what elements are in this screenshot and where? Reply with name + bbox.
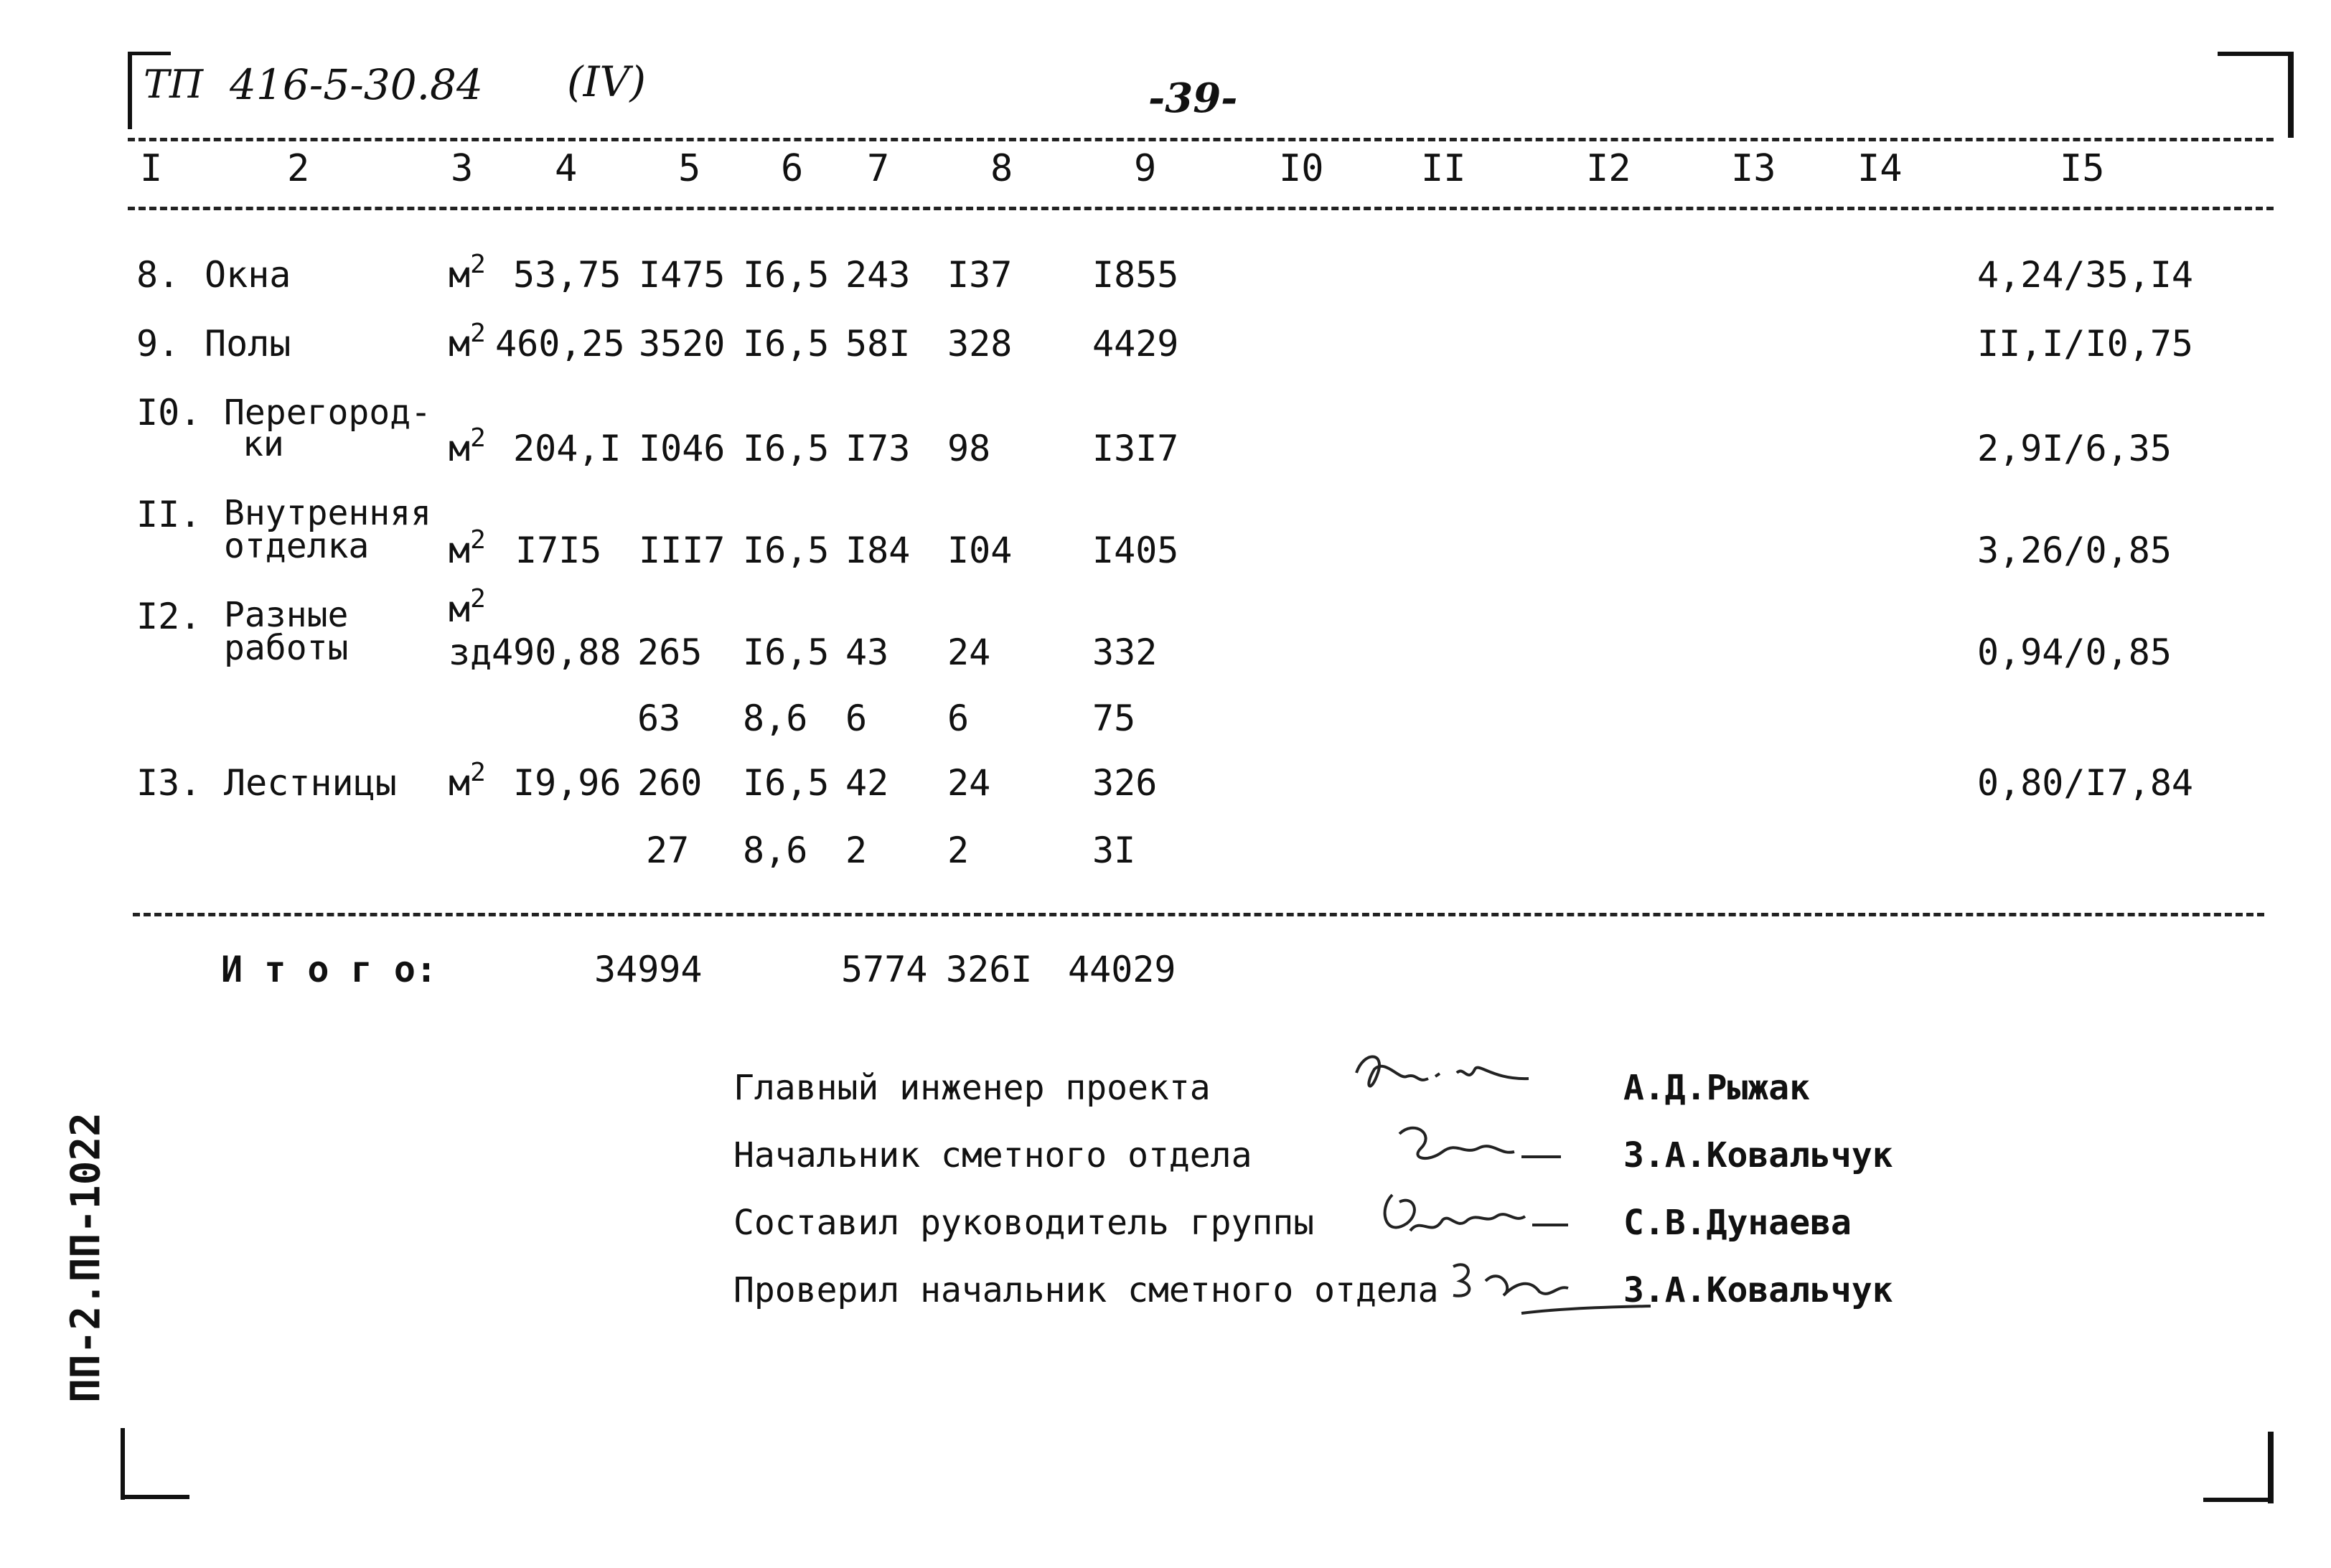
col-header-12: I2 [1586,147,1631,190]
signature-role-estimate-head: Начальник сметного отдела [733,1135,1252,1175]
row-col9: 332 [1092,632,1158,673]
col-header-5: 5 [678,147,701,190]
col-header-7: 7 [867,147,890,190]
row-col6: 8,6 [743,830,808,871]
row-quantity: I7I5 [515,530,602,571]
row-col9: 4429 [1092,323,1179,365]
row-col9: 75 [1092,698,1136,739]
totals-col7: 5774 [841,949,928,990]
page-number: -39- [1148,75,1238,122]
row-col5: 63 [637,698,681,739]
col-header-15: I5 [2060,147,2105,190]
col-header-14: I4 [1857,147,1903,190]
row-unit: $м^2$ [449,319,486,365]
row-col7: I73 [845,428,911,469]
row-col8: 6 [947,698,970,739]
totals-col9: 44029 [1068,949,1176,990]
frame-corner-bottom-right-horizontal [2203,1498,2274,1502]
col-header-11: II [1421,147,1466,190]
frame-corner-top-right-horizontal [2218,52,2294,56]
handwritten-signature-4 [1443,1249,1658,1320]
row-col8: 24 [947,632,991,673]
col-header-1: I [140,147,163,190]
row-col8: 98 [947,428,991,469]
row-col8: I37 [947,254,1013,296]
signature-role-group-leader: Составил руководитель группы [733,1203,1315,1243]
row-name-line2: работы [224,628,349,668]
row-col9: I855 [1092,254,1179,296]
row-col5: I475 [639,254,726,296]
row-unit: $м^2$ [449,525,486,571]
signature-name-checker: З.А.Ковальчук [1623,1270,1893,1310]
handwritten-signature-3 [1371,1180,1579,1259]
row-name: Полы [205,323,291,365]
totals-col8: 326I [946,949,1033,990]
signature-name-estimate-head: З.А.Ковальчук [1623,1135,1893,1175]
col-header-8: 8 [990,147,1013,190]
col-header-9: 9 [1134,147,1157,190]
row-quantity: 204,I [513,428,622,469]
row-col5: 265 [637,632,703,673]
row-col9: 326 [1092,762,1158,804]
row-col5: 260 [637,762,703,804]
row-col9: I405 [1092,530,1179,571]
row-number: 8. [136,254,180,296]
row-col6: I6,5 [743,254,830,296]
row-name-line2: ки [243,424,284,464]
document-code: ТП [144,62,204,107]
row-col7: 6 [845,698,868,739]
header-bottom-rule [128,207,2274,210]
frame-corner-bottom-left-vertical [121,1428,125,1500]
row-col5: III7 [639,530,726,571]
row-unit: $м^2$ [449,250,486,296]
row-col6: I6,5 [743,323,830,365]
row-unit: $м^2$ [449,758,486,804]
row-name-line2: отделка [224,526,370,566]
document-number: 416-5-30.84 [230,60,483,109]
row-number: I0. [136,392,202,433]
row-col7: I84 [845,530,911,571]
row-col7: 243 [845,254,911,296]
row-number: I3. [136,762,202,804]
row-name-line1: Разные [224,595,349,635]
row-name-line1: Внутренняя [224,493,431,533]
col-header-3: 3 [451,147,474,190]
row-name-line1: Перегород- [224,393,431,433]
col-header-10: I0 [1279,147,1324,190]
row-col6: I6,5 [743,428,830,469]
row-number: I2. [136,596,202,637]
frame-corner-bottom-left-horizontal [121,1495,189,1499]
handwritten-signature-1 [1349,1044,1536,1109]
row-col9: 3I [1092,830,1136,871]
row-col8: 24 [947,762,991,804]
row-col15: II,I/I0,75 [1977,323,2194,365]
row-col5: I046 [639,428,726,469]
row-quantity: 53,75 [513,254,622,296]
row-col5: 27 [646,830,690,871]
totals-col5: 34994 [594,949,703,990]
row-col8: 2 [947,830,970,871]
row-col6: I6,5 [743,632,830,673]
row-col15: 2,9I/6,35 [1977,428,2172,469]
row-unit-secondary: зд [449,632,492,673]
row-unit: $м^2$ [449,584,486,630]
signature-name-chief-engineer: А.Д.Рыжак [1623,1068,1811,1108]
row-quantity: 490,88 [492,632,622,673]
totals-label: И т о г о: [221,949,438,990]
row-col15: 0,94/0,85 [1977,632,2172,673]
row-col6: I6,5 [743,530,830,571]
frame-corner-bottom-right-vertical [2268,1432,2274,1503]
signature-name-group-leader: С.В.Дунаева [1623,1203,1852,1243]
row-col8: 328 [947,323,1013,365]
row-col6: 8,6 [743,698,808,739]
signature-role-checker: Проверил начальник сметного отдела [733,1270,1439,1310]
side-stamp: ПП-2.ПП-1022 [62,1112,110,1403]
row-col9: I3I7 [1092,428,1179,469]
row-name: Лестницы [224,762,397,804]
row-col15: 0,80/I7,84 [1977,762,2194,804]
col-header-2: 2 [287,147,310,190]
row-unit: $м^2$ [449,423,486,469]
frame-corner-top-left-horizontal [128,52,171,55]
row-col7: 2 [845,830,868,871]
handwritten-signature-2 [1385,1112,1572,1177]
row-col7: 58I [845,323,911,365]
row-col8: I04 [947,530,1013,571]
table-top-rule [128,138,2274,141]
col-header-13: I3 [1731,147,1776,190]
row-col7: 42 [845,762,889,804]
row-col15: 4,24/35,I4 [1977,254,2194,296]
row-col5: 3520 [639,323,726,365]
row-number: II. [136,494,202,535]
signature-role-chief-engineer: Главный инженер проекта [733,1068,1211,1108]
col-header-4: 4 [555,147,578,190]
row-col15: 3,26/0,85 [1977,530,2172,571]
row-name: Окна [205,254,291,296]
col-header-6: 6 [781,147,804,190]
row-number: 9. [136,323,180,365]
row-col7: 43 [845,632,889,673]
totals-rule [133,913,2264,916]
document-volume: (IV) [567,57,647,106]
frame-corner-top-left-vertical [128,52,132,129]
row-quantity: 460,25 [495,323,625,365]
frame-corner-top-right-vertical [2288,52,2294,138]
row-quantity: I9,96 [513,762,622,804]
row-col6: I6,5 [743,762,830,804]
